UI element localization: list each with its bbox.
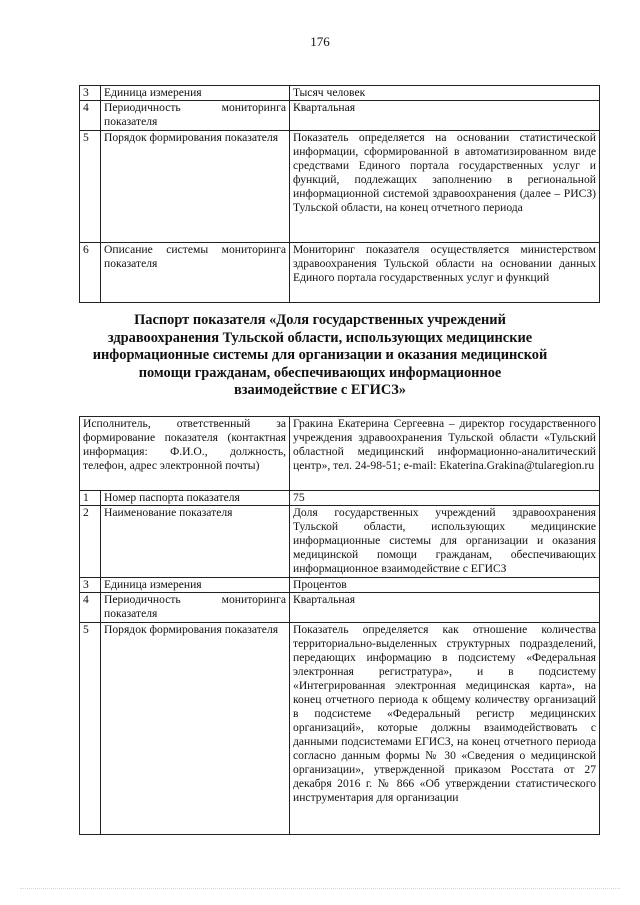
row-value: Мониторинг показателя осуществляется министерством здравоохранения Тульской области на основании данных Единого портала государственных услуг и функций	[290, 243, 600, 303]
row-value: Доля государственных учреждений здравоохранения Тульской области, использующих медицинские информационные системы для организации и оказания медицинской помощи гражданам, обеспечивающих информационное взаимодействие с ЕГИСЗ	[290, 506, 600, 578]
table-row	[80, 623, 600, 835]
row-label: Единица измерения	[101, 578, 290, 593]
row-value: Квартальная	[290, 101, 600, 131]
row-label: Единица измерения	[101, 86, 290, 101]
row-value: 75	[290, 491, 600, 506]
table-row	[80, 491, 600, 506]
row-label: Номер паспорта показателя	[101, 491, 290, 506]
passport-title: Паспорт показателя «Доля государственных учреждений здравоохранения Тульской области, использующих медицинские информационные системы для организации и оказания медицинской помощи гражданам, обеспечивающих информационное взаимодействие с ЕГИСЗ»	[92, 312, 548, 398]
row-label: Описание системы мониторинга показателя	[101, 243, 290, 303]
scan-edge-noise	[20, 888, 620, 893]
page-number: 176	[310, 34, 330, 49]
row-label: Порядок формирования показателя	[101, 623, 290, 835]
table-row	[80, 101, 600, 131]
row-label: Порядок формирования показателя	[101, 131, 290, 243]
row-number: 4	[80, 593, 101, 623]
table-row	[80, 86, 600, 101]
table-row	[80, 243, 600, 303]
executor-value: Гракина Екатерина Сергеевна – директор государственного учреждения здравоохранения Тульской области «Тульский областной медицинский информационно-аналитический центр», тел. 24-98-51; e-mail: Ekaterina.Grakina@tularegion.ru	[290, 417, 600, 491]
row-number: 5	[80, 131, 101, 243]
row-number: 3	[80, 86, 101, 101]
row-label: Наименование показателя	[101, 506, 290, 578]
row-value: Показатель определяется как отношение количества территориально-выделенных структурных подразделений, передающих информацию в подсистему «Федеральная электронная регистратура», и в подсистему «Интегрированная электронная медицинская карта», на конец отчетного периода к общему количеству организаций в подсистеме «Федеральный регистр медицинских организаций», которые должны взаимодействовать с данными подсистемами ЕГИСЗ, на конец отчетного периода согласно данным формы № 30 «Сведения о медицинской организации», утвержденной приказом Росстата от 27 декабря 2016 г. № 866 «Об утверждении статистического инструментария для организации	[290, 623, 600, 835]
row-number: 6	[80, 243, 101, 303]
row-number: 2	[80, 506, 101, 578]
row-number: 3	[80, 578, 101, 593]
row-value: Квартальная	[290, 593, 600, 623]
table-row	[80, 506, 600, 578]
row-number: 1	[80, 491, 101, 506]
row-value: Показатель определяется на основании статистической информации, сформированной в автоматизированном виде средствами Единого портала государственных услуг и функций, подлежащих заполнению в региональной информационной системой здравоохранения (далее – РИСЗ) Тульской области, на конец отчетного периода	[290, 131, 600, 243]
table-row	[80, 578, 600, 593]
row-value: Процентов	[290, 578, 600, 593]
executor-label: Исполнитель, ответственный за формирование показателя (контактная информация: Ф.И.О., должность, телефон, адрес электронной почты)	[80, 417, 290, 491]
row-number: 4	[80, 101, 101, 131]
table-row	[80, 593, 600, 623]
row-label: Периодичность мониторинга показателя	[101, 593, 290, 623]
row-number: 5	[80, 623, 101, 835]
indicator-table-2	[79, 416, 600, 835]
row-value: Тысяч человек	[290, 86, 600, 101]
table-row	[80, 131, 600, 243]
row-label: Периодичность мониторинга показателя	[101, 101, 290, 131]
indicator-table-1	[79, 85, 600, 303]
table-row	[80, 417, 600, 491]
